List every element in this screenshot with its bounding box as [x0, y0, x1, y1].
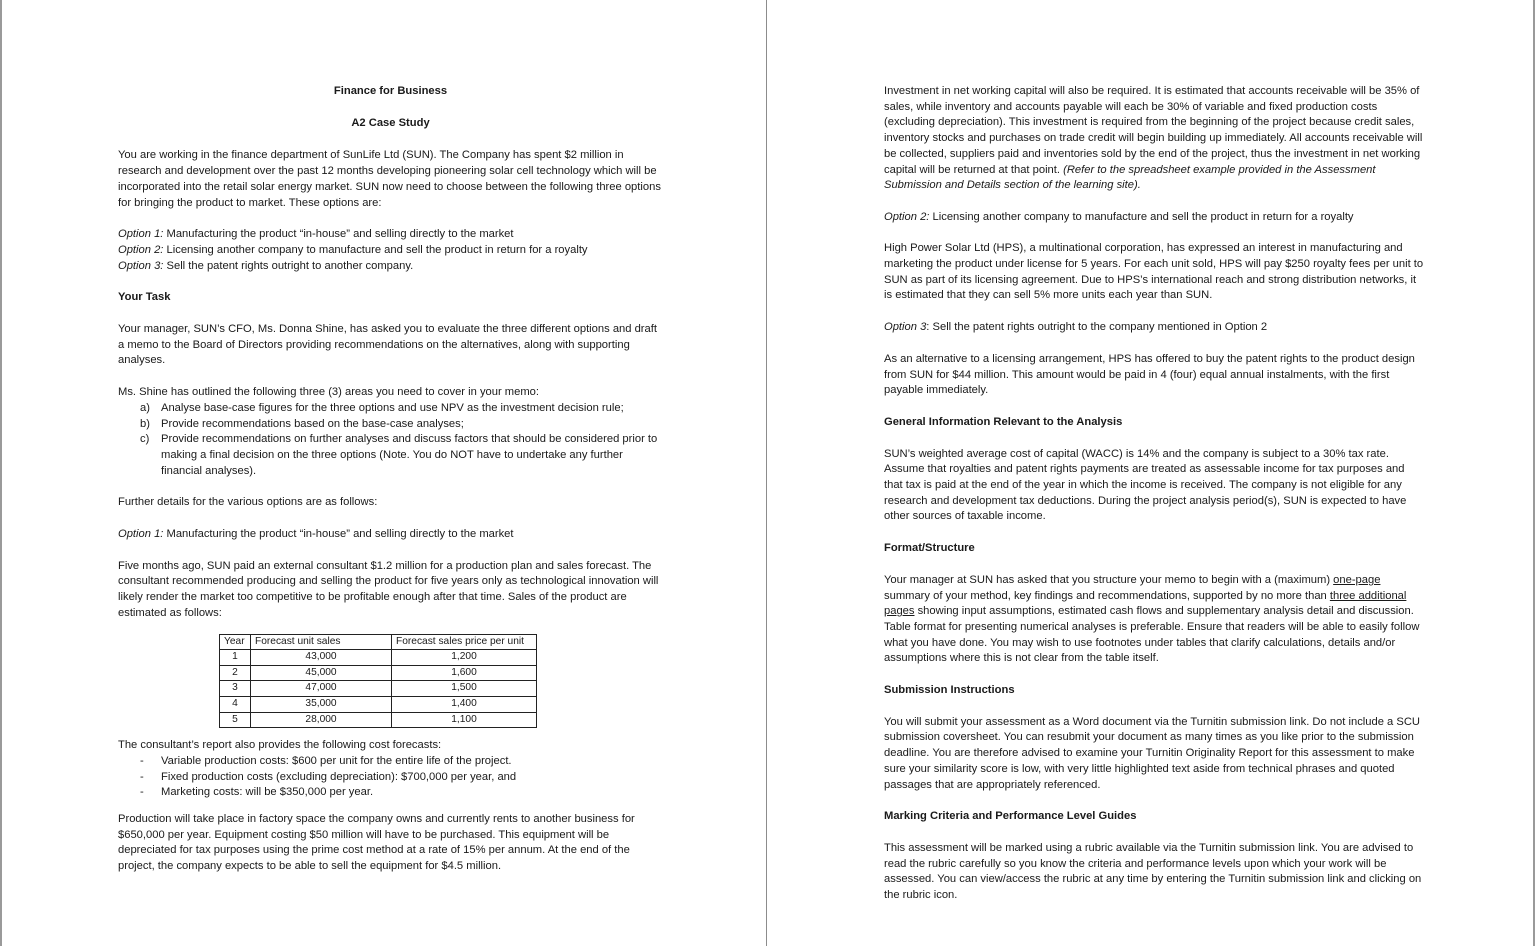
- table-cell: 1,400: [392, 696, 537, 712]
- marking-heading: Marking Criteria and Performance Level Guides: [884, 810, 1137, 823]
- table-row: [220, 681, 537, 697]
- patent-paragraph: As an alternative to a licensing arrangement, HPS has offered to buy the patent rights to the product design from SUN for $44 million. This amount would be paid in 4 (four) equal annual instalments, with the first payable immediately.: [884, 352, 1415, 397]
- task-heading: Your Task: [118, 291, 171, 304]
- format-heading: Format/Structure: [884, 542, 975, 555]
- list-item: - Fixed production costs (excluding depreciation): $700,000 per year, and: [140, 770, 517, 783]
- task-paragraph: Your manager, SUN’s CFO, Ms. Donna Shine, has asked you to evaluate the three different options and draft a memo to the Board of Directors providing recommendations on the alternatives, along with supporting analyses.: [118, 323, 657, 367]
- list-item: b) Provide recommendations based on the base-case analyses;: [140, 417, 464, 430]
- table-row: [220, 650, 537, 666]
- table-cell: 35,000: [251, 696, 392, 712]
- table-cell: 5: [220, 712, 251, 728]
- general-info-paragraph: SUN’s weighted average cost of capital (WACC) is 14% and the company is subject to a 30% tax rate. Assume that royalties and patent rights payments are treated as assessable income for tax purposes and that tax is paid at the end of the year in which the income is received. The company is not eligible for any research and development tax deductions. During the project analysis period(s), SUN is expected to have other sources of taxable income.: [884, 447, 1407, 523]
- page-content: [118, 84, 663, 875]
- cost-list: [118, 754, 663, 801]
- table-cell: 47,000: [251, 681, 392, 697]
- document-page-right: [768, 0, 1535, 946]
- format-paragraph: Your manager at SUN has asked that you structure your memo to begin with a (maximum) one-page summary of your method, key findings and recommendations, supported by no more than three additional pages showing input assumptions, estimated cash flows and supplementary analysis detail and discussion. Table format for presenting numerical analyses is preferable. Ensure that readers will be able to easily follow what you have done. You may wish to use footnotes under tables that clarify calculations, details and/or assumptions where this is not clear from the table itself.: [884, 573, 1420, 665]
- submission-paragraph: You will submit your assessment as a Word document via the Turnitin submission link. Do not include a SCU submission coversheet. You can resubmit your document as many times as you like prior to the submission deadline. You are therefore advised to examine your Turnitin Originality Report for this assessment to make sure your similarity score is low, with very little highlighted text aside from technical phrases and quoted passages that are appropriately referenced.: [884, 715, 1421, 791]
- list-item: c) Provide recommendations on further analyses and discuss factors that should be considered prior to making a final decision on the three options (Note. You do NOT have to undertake any further financial analyses).: [140, 433, 658, 477]
- table-row: [220, 712, 537, 728]
- options-list: [118, 227, 663, 274]
- table-cell: 43,000: [251, 650, 392, 666]
- task-list: [118, 401, 663, 480]
- submission-heading: Submission Instructions: [884, 684, 1015, 697]
- option2-heading: Option 2: Licensing another company to manufacture and sell the product in return for a royalty: [884, 210, 1354, 223]
- general-info-heading: General Information Relevant to the Analysis: [884, 415, 1123, 428]
- document-title: Finance for Business: [333, 85, 448, 97]
- table-cell: 28,000: [251, 712, 392, 728]
- table-cell: 1,100: [392, 712, 537, 728]
- option3-heading: Option 3: Sell the patent rights outright to the company mentioned in Option 2: [884, 321, 1268, 334]
- further-details-paragraph: Further details for the various options are as follows:: [118, 496, 378, 509]
- table-header-cell: Forecast unit sales: [251, 634, 392, 650]
- table-cell: 4: [220, 696, 251, 712]
- table-cell: 1: [220, 650, 251, 666]
- document-page-left: [0, 0, 767, 946]
- option-line: Option 1: Manufacturing the product “in-house” and selling directly to the market: [118, 228, 514, 241]
- table-cell: 3: [220, 681, 251, 697]
- table-row: [220, 665, 537, 681]
- underlined-text: one-page: [1333, 573, 1381, 586]
- consultant-paragraph: Five months ago, SUN paid an external consultant $1.2 million for a production plan and sales forecast. The consultant recommended producing and selling the product for five years only as technological innovation will likely render the market too competitive to be profitable enough after that time. Sales of the product are estimated as follows:: [118, 559, 659, 619]
- option-line: Option 3: Sell the patent rights outright to another company.: [118, 259, 414, 272]
- option-line: Option 2: Licensing another company to manufacture and sell the product in return for a royalty: [118, 243, 588, 256]
- list-item: a) Analyse base-case figures for the three options and use NPV as the investment decision rule;: [140, 401, 624, 414]
- table-cell: 1,200: [392, 650, 537, 666]
- table-header-cell: Forecast sales price per unit: [392, 634, 537, 650]
- nwc-paragraph: Investment in net working capital will also be required. It is estimated that accounts receivable will be 35% of sales, while inventory and accounts payable will each be 30% of variable and fixed production costs (excluding depreciation). This investment is required from the beginning of the project because credit sales, inventory stocks and purchases on trade credit will begin building up immediately. All accounts receivable will be collected, suppliers paid and inventories sold by the end of the project, thus the investment in net working capital will be returned at that point. (Refer to the spreadsheet example provided in the Assessment Submission and Details section of the learning site).: [884, 85, 1423, 192]
- document-subtitle: A2 Case Study: [351, 117, 430, 130]
- table-cell: 1,500: [392, 681, 537, 697]
- table-cell: 1,600: [392, 665, 537, 681]
- page-content: [884, 84, 1424, 904]
- underlined-text: three additional pages: [884, 589, 1407, 618]
- table-header-row: [220, 634, 537, 650]
- outline-paragraph: Ms. Shine has outlined the following three (3) areas you need to cover in your memo:: [118, 386, 540, 399]
- table-cell: 45,000: [251, 665, 392, 681]
- hps-paragraph: High Power Solar Ltd (HPS), a multinational corporation, has expressed an interest in manufacturing and marketing the product under license for 5 years. For each unit sold, HPS will pay $250 royalty fees per unit to SUN as part of its licensing agreement. Due to HPS’s international reach and strong distribution networks, it is estimated that they can sell 5% more units each year than SUN.: [884, 242, 1424, 302]
- list-item: - Marketing costs: will be $350,000 per year.: [140, 786, 374, 799]
- list-item: - Variable production costs: $600 per unit for the entire life of the project.: [140, 754, 512, 767]
- intro-paragraph: You are working in the finance department of SunLife Ltd (SUN). The Company has spent $2 million in research and development over the past 12 months developing pioneering solar cell technology which will be incorporated into the retail solar energy market. SUN now need to choose between the following three options for bringing the product to market. These options are:: [118, 149, 661, 209]
- table-row: [220, 696, 537, 712]
- production-paragraph: Production will take place in factory space the company owns and currently rents to another business for $650,000 per year. Equipment costing $50 million will have to be purchased. This equipment will be depreciated for tax purposes using the prime cost method at a rate of 15% per annum. At the end of the project, the company expects to be able to sell the equipment for $4.5 million.: [118, 812, 635, 873]
- sales-forecast-table: [219, 634, 537, 729]
- table-cell: 2: [220, 665, 251, 681]
- marking-paragraph: This assessment will be marked using a rubric available via the Turnitin submission link. You are advised to read the rubric carefully so you know the criteria and performance levels upon which your work will be assessed. You can view/access the rubric at any time by entering the Turnitin submission link and clicking on the rubric icon.: [884, 842, 1422, 902]
- option1-heading: Option 1: Manufacturing the product “in-house” and selling directly to the market: [118, 528, 514, 541]
- cost-intro-paragraph: The consultant’s report also provides the following cost forecasts:: [118, 739, 442, 752]
- table-header-cell: Year: [220, 634, 251, 650]
